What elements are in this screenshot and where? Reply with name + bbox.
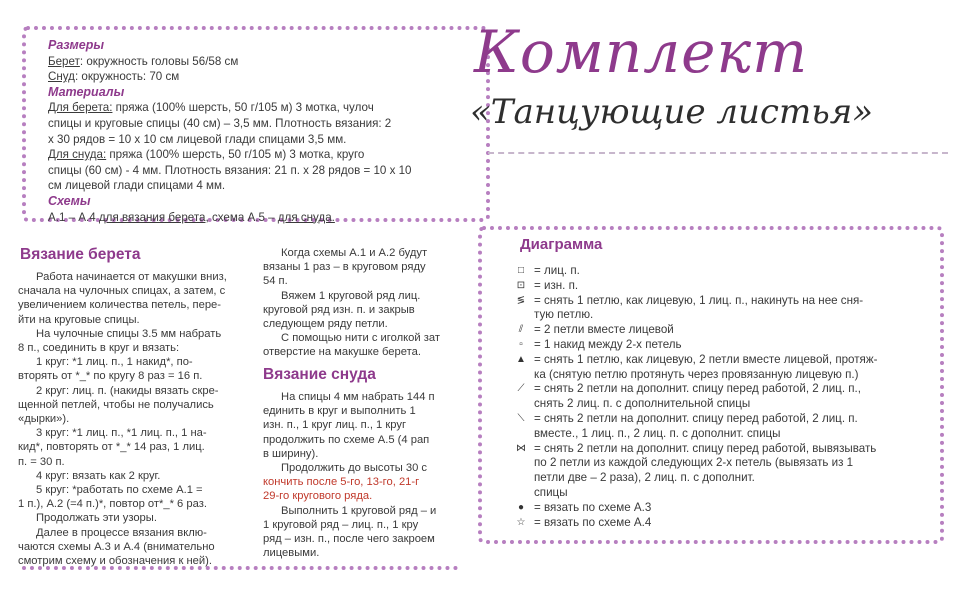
middle-line: Вяжем 1 круговой ряд лиц. <box>281 289 421 302</box>
stitch-symbol-icon: ⫽ <box>518 324 524 336</box>
middle-line: С помощью нити с иголкой зат <box>281 332 440 345</box>
beret-line: вторять от *_* по кругу 8 раз = 16 п. <box>18 370 203 383</box>
legend-text-continued: ка (снятую петлю протянуть через провязанную лицевую п.) <box>534 367 859 381</box>
materials-heading: Материалы <box>48 84 125 99</box>
beret-line: 5 круг: *работать по схеме А.1 = <box>36 484 203 497</box>
beret-line: п. = 30 п. <box>18 455 65 468</box>
legend-text: = снять 2 петли на дополнит. спицу перед работой, 2 лиц. п., <box>534 382 861 396</box>
title-divider <box>488 152 948 154</box>
diagram-heading: Диаграмма <box>520 236 603 253</box>
stitch-symbol-icon: ⋈ <box>516 442 526 454</box>
for-snood-label: Для снуда: <box>48 148 107 162</box>
specs-text <box>48 38 458 225</box>
legend-item <box>508 501 940 516</box>
legend-text: = 2 петли вместе лицевой <box>534 323 674 337</box>
legend-text-continued: тую петлю. <box>534 308 594 322</box>
beret-line: Далее в процессе вязания вклю- <box>36 526 207 539</box>
stitch-symbol-icon: ● <box>517 501 525 513</box>
beret-line: 4 круг: вязать как 2 круг. <box>36 469 161 482</box>
snood-line: в ширину). <box>263 447 319 460</box>
for-snood-line2: спицы (60 см) - 4 мм. Плотность вязания: 21 п. х 28 рядов = 10 х 10 <box>48 163 412 177</box>
for-snood-text: пряжа (100% шерсть, 50 г/105 м) 3 мотка, круго <box>106 148 365 162</box>
beret-size: : окружность головы 56/58 см <box>79 54 239 68</box>
legend-text-continued: вместе., 1 лиц. п., 2 лиц. п. с дополнит. спицы <box>534 426 781 440</box>
legend-item <box>508 412 940 427</box>
beret-line: «дырки»). <box>18 413 70 426</box>
legend-text: = снять 2 петли на дополнит. спицу перед работой, вывязывать <box>534 441 877 455</box>
snood-instructions <box>263 390 455 560</box>
stitch-symbol-icon: ≶ <box>516 294 526 306</box>
snood-lines <box>263 390 455 560</box>
stitch-symbol-icon: ⟋ <box>517 383 525 395</box>
stitch-symbol-icon: ⊡ <box>516 279 526 291</box>
beret-line: На чулочные спицы 3.5 мм набрать <box>36 327 222 340</box>
beret-line: щенной петлей, чтобы не получались <box>18 398 214 411</box>
beret-line: чаются схемы А.3 и А.4 (внимательно <box>18 540 215 553</box>
middle-line: вязаны 1 раз – в круговом ряду <box>263 261 426 274</box>
snood-line: кончить после 5-го, 13-го, 21-г <box>263 476 420 489</box>
middle-line: Когда схемы А.1 и А.2 будут <box>281 247 428 259</box>
snood-line: лицевыми. <box>263 547 320 560</box>
middle-lines <box>263 246 455 360</box>
middle-line: круговой ряд изн. п. и закрыв <box>263 303 415 316</box>
legend-text: = лиц. п. <box>534 264 580 277</box>
beret-line: 2 круг: лиц. п. (накиды вязать скре- <box>36 384 219 397</box>
legend-text-continued: снять 2 лиц. п. с дополнительной спицы <box>534 397 751 411</box>
beret-line: сначала на чулочных спицах, а затем, с <box>18 285 226 298</box>
beret-lines <box>18 270 250 568</box>
sizes-heading: Размеры <box>48 38 105 52</box>
beret-line: 3 круг: *1 лиц. п., *1 лиц. п., 1 на- <box>36 427 207 440</box>
legend-item <box>508 486 940 501</box>
stitch-symbol-icon: ☆ <box>516 516 526 528</box>
legend-item <box>508 442 940 457</box>
diagram-legend <box>508 264 940 530</box>
beret-line: смотрим схему и обозначения к ней). <box>18 555 212 568</box>
snood-size-line <box>48 69 458 85</box>
stitch-symbol-icon <box>508 486 534 501</box>
schemes-heading: Схемы <box>48 193 91 208</box>
beret-line: Работа начинается от макушки вниз, <box>36 271 227 283</box>
beret-size-line <box>48 54 458 70</box>
stitch-symbol-icon: ▲ <box>516 353 526 365</box>
stitch-symbol-icon: ⟍ <box>517 412 525 424</box>
legend-text: = снять 2 петли на дополнит. спицу перед работой, 2 лиц. п. <box>534 411 858 425</box>
legend-item <box>508 323 940 338</box>
legend-item <box>508 264 940 279</box>
title-line2: «Танцующие листья» <box>470 92 874 132</box>
middle-instructions <box>263 246 455 360</box>
legend-item <box>508 294 940 309</box>
schemes-link-snood: для снуда. <box>277 210 335 224</box>
snood-line: ряд – изн. п., после чего закроем <box>263 533 435 546</box>
legend-text: = вязать по схеме А.3 <box>534 500 652 514</box>
snood-line: 29-го кругового ряда. <box>263 490 373 503</box>
snood-heading: Вязание снуда <box>263 366 376 383</box>
snood-line: продолжить по схеме А.5 (4 рап <box>263 433 430 446</box>
for-beret-text: пряжа (100% шерсть, 50 г/105 м) 3 мотка, чулоч <box>112 101 374 115</box>
snood-line: На спицы 4 мм набрать 144 п <box>281 391 435 403</box>
beret-line: Продолжать эти узоры. <box>36 512 157 525</box>
legend-text: = вязать по схеме А.4 <box>534 515 652 529</box>
beret-line: йти на круговые спицы. <box>18 313 140 326</box>
legend-text: = снять 1 петлю, как лицевую, 2 петли вместе лицевой, протяж- <box>534 352 878 366</box>
middle-line: 54 п. <box>263 275 288 288</box>
beret-label: Берет <box>48 54 80 68</box>
stitch-symbol-icon: □ <box>517 265 525 276</box>
snood-line: Выполнить 1 круговой ряд – и <box>281 504 437 517</box>
beret-line: кид*, повторять от *_* 14 раз, 1 лиц. <box>18 441 205 454</box>
schemes-line <box>48 210 458 226</box>
beret-line: 1 п.), А.2 (=4 п.)*, повтор от*_* 6 раз. <box>18 498 207 511</box>
snood-line: единить в круг и выполнить 1 <box>263 405 416 418</box>
for-beret-line3: х 30 рядов = 10 х 10 см лицевой глади спицами 3,5 мм. <box>48 132 347 146</box>
snood-label: Снуд <box>48 70 75 84</box>
legend-text: спицы <box>534 485 568 499</box>
legend-text-continued: по 2 петли из каждой следующих 2-х петель (вывязать из 1 <box>534 456 854 470</box>
beret-line: 8 п., соединить в круг и вязать: <box>18 342 180 355</box>
middle-line: следующем ряду петли. <box>263 318 388 331</box>
legend-text: = изн. п. <box>534 278 579 292</box>
stitch-symbol-icon: ▫ <box>519 338 523 350</box>
beret-instructions <box>18 270 250 568</box>
legend-item <box>508 353 940 368</box>
legend-text: = 1 накид между 2-х петель <box>534 337 682 351</box>
beret-heading: Вязание берета <box>20 246 141 263</box>
schemes-text1: А.1 – А.4 <box>48 210 99 224</box>
legend-text: = снять 1 петлю, как лицевую, 1 лиц. п., накинуть на нее сня- <box>534 293 864 307</box>
for-beret-line <box>48 100 458 116</box>
for-snood-line <box>48 147 458 163</box>
beret-line: 1 круг: *1 лиц. п., 1 накид*, по- <box>36 356 193 369</box>
bottom-dotted-divider <box>22 566 458 570</box>
legend-item <box>508 338 940 353</box>
title-line1: Комплект <box>474 18 809 86</box>
legend-item <box>508 279 940 294</box>
legend-text-continued: петли две – 2 раза), 2 лиц. п. с дополнит. <box>534 471 755 485</box>
middle-line: отверстие на макушке берета. <box>263 346 421 359</box>
snood-size: : окружность: 70 см <box>74 70 180 84</box>
legend-item <box>508 516 940 531</box>
snood-line: изн. п., 1 круг лиц. п., 1 круг <box>263 419 407 432</box>
for-beret-label: Для берета: <box>48 101 113 115</box>
schemes-text2: , схема А.5 – <box>205 210 278 224</box>
beret-line: увеличением количества петель, пере- <box>18 299 222 312</box>
snood-line: Продолжить до высоты 30 с <box>281 462 428 475</box>
legend-item <box>508 382 940 397</box>
schemes-link-beret: для вязания берета <box>98 210 206 224</box>
for-snood-line3: см лицевой глади спицами 4 мм. <box>48 179 226 193</box>
snood-line: 1 круговой ряд – лиц. п., 1 кру <box>263 518 419 531</box>
for-beret-line2: спицы и круговые спицы (40 см) – 3,5 мм. Плотность вязания: 2 <box>48 116 392 130</box>
